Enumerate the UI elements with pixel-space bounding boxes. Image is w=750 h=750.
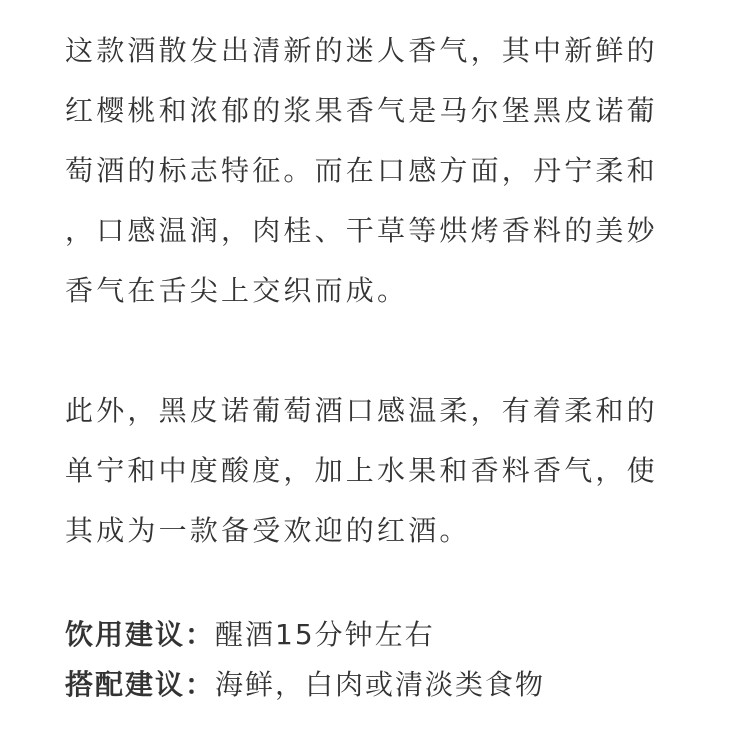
paragraph-line: 此外，黑皮诺葡萄酒口感温柔，有着柔和的	[65, 394, 658, 427]
paragraph-line: 萄酒的标志特征。而在口感方面，丹宁柔和	[65, 154, 658, 187]
pairing-advice-value: 海鲜，白肉或清淡类食物	[215, 668, 546, 701]
wine-description	[65, 21, 690, 710]
drinking-advice-value: 醒酒15分钟左右	[215, 618, 435, 651]
drinking-advice-row	[65, 610, 690, 660]
pairing-advice-label: 搭配建议：	[65, 668, 216, 701]
tasting-notes-paragraph	[65, 21, 690, 321]
paragraph-line: 红樱桃和浓郁的浆果香气是马尔堡黑皮诺葡	[65, 94, 658, 127]
paragraph-line: ，口感温润，肉桂、干草等烘烤香料的美妙	[65, 214, 658, 247]
character-paragraph	[65, 381, 690, 561]
serving-advice	[65, 610, 690, 710]
pairing-advice-row	[65, 660, 690, 710]
paragraph-line: 单宁和中度酸度，加上水果和香料香气，使	[65, 454, 658, 487]
paragraph-line: 这款酒散发出清新的迷人香气，其中新鲜的	[65, 34, 658, 67]
paragraph-line: 香气在舌尖上交织而成。	[65, 274, 409, 307]
paragraph-line: 其成为一款备受欢迎的红酒。	[65, 514, 471, 547]
drinking-advice-label: 饮用建议：	[65, 618, 216, 651]
